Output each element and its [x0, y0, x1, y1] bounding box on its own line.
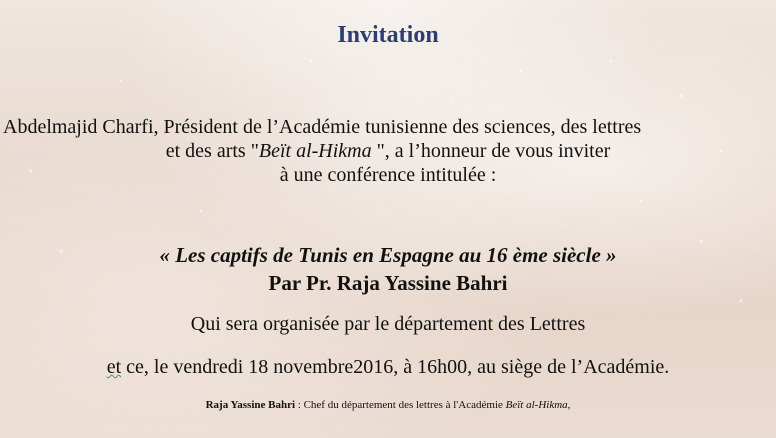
footer-name: Raja Yassine Bahri [205, 399, 296, 411]
date-prefix: et [106, 356, 122, 378]
footer-role: : Chef du département des lettres à l'Académie [295, 399, 506, 411]
footer-end: , [567, 399, 571, 411]
footer-academy: Beït al-Hikma [505, 399, 568, 411]
intro-line-2 [0, 139, 776, 163]
date-rest: ce, le vendredi 18 novembre2016, à 16h00, au siège de l’Académie. [121, 356, 670, 378]
intro-line-2-post: ", a l’honneur de vous inviter [376, 140, 611, 162]
footer-note [0, 399, 776, 411]
organized-by: Qui sera organisée par le département des Lettres [190, 313, 586, 335]
academy-name: Beït al-Hikma [258, 140, 377, 162]
conference-title: « Les captifs de Tunis en Espagne au 16 ème siècle » [159, 243, 617, 267]
intro-line-3: à une conférence intitulée : [279, 164, 497, 186]
intro-line-1: Abdelmajid Charfi, Président de l’Académie tunisienne des sciences, des lettres [3, 116, 642, 138]
event-date [0, 356, 776, 379]
speaker: Par Pr. Raja Yassine Bahri [268, 271, 508, 295]
intro-line-2-pre: et des arts " [165, 140, 259, 162]
invitation-title: Invitation [337, 22, 439, 48]
